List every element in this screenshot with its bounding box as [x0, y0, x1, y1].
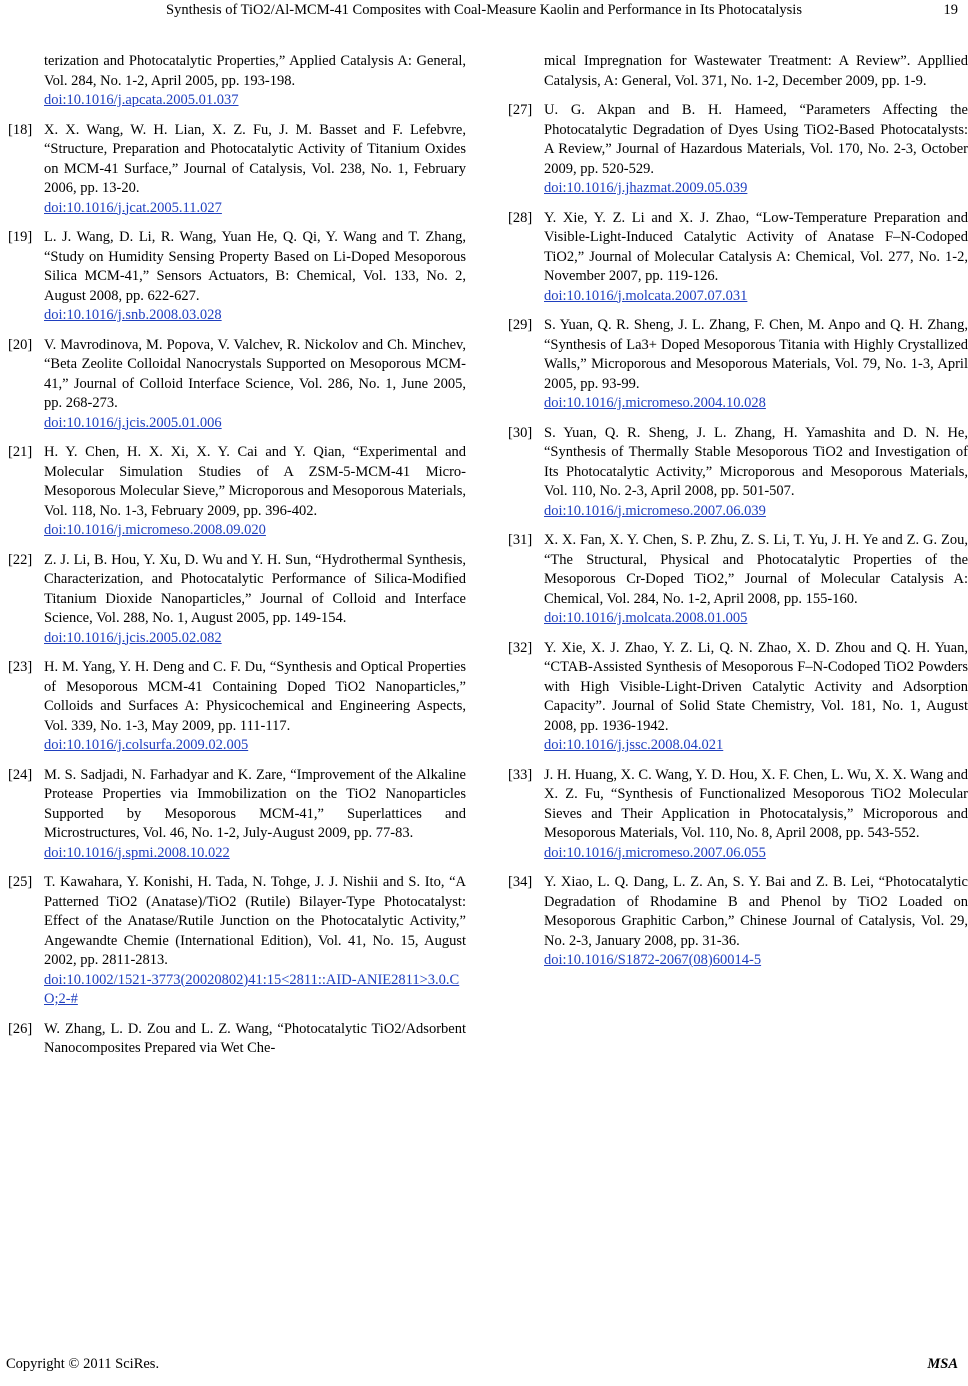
doi-link[interactable]: doi:10.1016/j.apcata.2005.01.037 — [44, 92, 239, 108]
reference-number: [21] — [8, 444, 33, 460]
reference-item — [8, 551, 466, 649]
ref-continuation — [546, 52, 968, 91]
doi-link[interactable]: doi:10.1016/j.jcat.2005.11.027 — [44, 199, 222, 216]
doi-link[interactable]: doi:10.1016/j.jcis.2005.01.006 — [44, 414, 222, 431]
ref-text: H. M. Yang, Y. H. Deng and C. F. Du, “Synthesis and Optical Properties of Mesoporous MCM-41 Containing Doped TiO2 Nanoparticles,” Colloids and Surfaces A: Physicochemical and Engineering Aspects, Vol. 339, No. 1-3, May 2009, pp. 111-117. — [44, 659, 466, 734]
ref-text: Z. J. Li, B. Hou, Y. Xu, D. Wu and Y. H. Sun, “Hydrothermal Synthesis, Characterization, and Photocatalytic Performance of Silica-Modified Titanium Dioxide Nanoparticles,” Journal of Colloid and Interface Science, Vol. 288, No. 1, August 2005, pp. 149-154. — [44, 551, 466, 626]
ref-text: Y. Xiao, L. Q. Dang, L. Z. An, S. Y. Bai and Z. B. Lei, “Photocatalytic Degradation of Rhodamine B and Phenol by TiO2 Loaded on Mesoporous Graphitic Carbon,” Chinese Journal of Catalysis, Vol. 29, No. 2-3, January 2008, pp. 31-36. — [544, 874, 968, 949]
reference-item — [8, 658, 466, 756]
reference-number: [20] — [8, 336, 33, 353]
doi-link[interactable]: doi:10.1002/1521-3773(20020802)41:15<2811::AID-ANIE2811>3.0.CO;2-# — [44, 971, 460, 1007]
ref-text: X. X. Fan, X. Y. Chen, S. P. Zhu, Z. S. Li, T. Yu, J. H. Ye and Z. G. Zou, “The Structural, Physical and Photocatalytic Properties of the Mesoporous Cr-Doped TiO2,” Journal of Molecular Catalysis A: Chemical, Vol. 284, No. 1-2, April 2008, pp. 155-160. — [544, 532, 968, 607]
doi-link[interactable]: doi:10.1016/j.colsurfa.2009.02.005 — [44, 737, 249, 753]
page-number: 19 — [943, 2, 958, 18]
reference-list-right — [508, 101, 968, 971]
ref-text: Y. Xie, X. J. Zhao, Y. Z. Li, Q. N. Zhao, X. D. Zhou and Q. H. Yuan, “CTAB-Assisted Synthesis of Mesoporous F–N-Codoped TiO2 Powders with High Visible-Light-Driven Catalytic Activity and Adsorption Capacity”. Journal of Solid State Chemistry, Vol. 181, No. 1, August 2008, pp. 1936-1942. — [544, 639, 968, 734]
reference-number: [27] — [508, 102, 533, 118]
ref-text: W. Zhang, L. D. Zou and L. Z. Wang, “Photocatalytic TiO2/Adsorbent Nanocomposites Prepared via Wet Che- — [44, 1020, 466, 1056]
ref-text: S. Yuan, Q. R. Sheng, J. L. Zhang, F. Chen, M. Anpo and Q. H. Zhang, “Synthesis of La3+ Doped Mesoporous Titania with Highly Crystallized Walls,” Microporous and Mesoporous Materials, Vol. 79, No. 1-3, April 2005, pp. 93-99. — [544, 317, 968, 392]
doi-link[interactable]: doi:10.1016/j.micromeso.2008.09.020 — [44, 522, 266, 538]
doi-link[interactable]: doi:10.1016/j.micromeso.2004.10.028 — [544, 395, 766, 411]
left-column — [8, 52, 466, 1069]
ref-text: L. J. Wang, D. Li, R. Wang, Yuan He, Q. Qi, Y. Wang and T. Zhang, “Study on Humidity Sensing Property Based on Li-Doped Mesoporous Silica MCM-41,” Sensors Actuators, B: Chemical, Vol. 133, No. 2, August 2008, pp. 622-627. — [44, 229, 466, 304]
reference-number: [22] — [8, 551, 33, 568]
reference-number: [24] — [8, 766, 33, 783]
reference-number: [32] — [508, 639, 533, 656]
reference-item — [8, 228, 466, 326]
right-column — [508, 52, 968, 981]
reference-item — [8, 766, 466, 864]
reference-item — [508, 209, 968, 307]
ref-text: J. H. Huang, X. C. Wang, Y. D. Hou, X. F. Chen, L. Wu, X. X. Wang and X. Z. Fu, “Synthesis of Functionalized Mesoporous TiO2 Molecular Sieves and Their Application in Photocatalysis,” Microporous and Mesoporous Materials, Vol. 110, No. 8, April 2008, pp. 543-552. — [544, 766, 968, 841]
ref-text: U. G. Akpan and B. H. Hameed, “Parameters Affecting the Photocatalytic Degradation of Dyes Using TiO2-Based Photocatalysts: A Review,” Journal of Hazardous Materials, Vol. 170, No. 2-3, October 2009, pp. 520-529. — [544, 102, 968, 177]
doi-link[interactable]: doi:10.1016/S1872-2067(08)60014-5 — [544, 952, 762, 968]
doi-link[interactable]: doi:10.1016/j.spmi.2008.10.022 — [44, 844, 230, 861]
reference-number: [25] — [8, 874, 33, 890]
reference-item — [8, 873, 466, 1010]
ref-text: X. X. Wang, W. H. Lian, X. Z. Fu, J. M. Basset and F. Lefebvre, “Structure, Preparation and Photocatalytic Activity of Titanium Oxides on MCM-41 Surface,” Journal of Catalysis, Vol. 238, No. 1, February 2006, pp. 13-20. — [44, 121, 466, 196]
reference-list-left — [8, 121, 466, 1059]
reference-number: [28] — [508, 209, 533, 226]
reference-item — [508, 101, 968, 199]
journal-abbreviation: MSA — [927, 1356, 958, 1372]
reference-item — [508, 873, 968, 971]
reference-number: [18] — [8, 121, 33, 138]
doi-link[interactable]: doi:10.1016/j.molcata.2007.07.031 — [544, 287, 748, 304]
doi-link[interactable]: doi:10.1016/j.jssc.2008.04.021 — [544, 737, 724, 753]
reference-item — [508, 639, 968, 756]
reference-item — [508, 316, 968, 414]
ref-text: S. Yuan, Q. R. Sheng, J. L. Zhang, H. Yamashita and D. N. He, “Synthesis of Thermally Stable Mesoporous TiO2 and Investigation of Its Photocatalytic Activity,” Microporous and Mesoporous Materials, Vol. 110, No. 2-3, April 2008, pp. 501-507. — [544, 424, 968, 499]
reference-number: [34] — [508, 874, 533, 890]
reference-item — [8, 1020, 466, 1059]
reference-item — [508, 531, 968, 629]
page-footer — [0, 1356, 968, 1376]
copyright-notice: Copyright © 2011 SciRes. — [6, 1356, 160, 1372]
running-header — [0, 2, 968, 22]
ref-continuation — [46, 52, 466, 111]
ref-text: T. Kawahara, Y. Konishi, H. Tada, N. Tohge, J. J. Nishii and S. Ito, “A Patterned TiO2 (Anatase)/TiO2 (Rutile) Bilayer-Type Photocatalyst: Effect of the Anatase/Rutile Junction on the Photocatalytic Activity,” Angewandte Chemie (International Edition), Vol. 41, No. 15, August 2002, pp. 2811-2813. — [44, 874, 466, 968]
reference-number: [26] — [8, 1020, 33, 1037]
ref-text: terization and Photocatalytic Properties,” Applied Catalysis A: General, Vol. 284, No. 1-2, April 2005, pp. 193-198. — [44, 53, 466, 89]
reference-number: [33] — [508, 766, 533, 783]
running-title: Synthesis of TiO2/Al-MCM-41 Composites with Coal-Measure Kaolin and Performance in Its Photocatalysis — [166, 2, 802, 18]
doi-link[interactable]: doi:10.1016/j.molcata.2008.01.005 — [544, 610, 748, 626]
reference-number: [19] — [8, 229, 33, 245]
ref-text: mical Impregnation for Wastewater Treatment: A Review”. Appllied Catalysis, A: General, Vol. 371, No. 1-2, December 2009, pp. 1-9. — [544, 53, 968, 89]
doi-link[interactable]: doi:10.1016/j.jcis.2005.02.082 — [44, 629, 222, 646]
reference-item — [508, 424, 968, 522]
reference-number: [23] — [8, 659, 33, 675]
reference-number: [31] — [508, 532, 533, 548]
reference-item — [8, 121, 466, 219]
doi-link[interactable]: doi:10.1016/j.jhazmat.2009.05.039 — [544, 180, 748, 196]
doi-link[interactable]: doi:10.1016/j.micromeso.2007.06.039 — [544, 502, 766, 519]
reference-item — [508, 766, 968, 864]
ref-text: H. Y. Chen, H. X. Xi, X. Y. Cai and Y. Qian, “Experimental and Molecular Simulation Studies of A ZSM-5-MCM-41 Micro-Mesoporous Molecular Sieve,” Microporous and Mesoporous Materials, Vol. 118, No. 1-3, February 2009, pp. 396-402. — [44, 444, 466, 519]
ref-text: M. S. Sadjadi, N. Farhadyar and K. Zare, “Improvement of the Alkaline Protease Properties via Immobilization on the TiO2 Nanoparticles Supported by Mesoporous MCM-41,” Superlattices and Microstructures, Vol. 46, No. 1-2, July-August 2009, pp. 77-83. — [44, 766, 466, 841]
ref-text: V. Mavrodinova, M. Popova, V. Valchev, R. Nickolov and Ch. Minchev, “Beta Zeolite Colloidal Nanocrystals Supported on Mesoporous MCM-41,” Journal of Colloid Interface Science, Vol. 286, No. 1, June 2005, pp. 268-273. — [44, 336, 466, 411]
reference-item — [8, 336, 466, 434]
reference-number: [29] — [508, 317, 533, 333]
doi-link[interactable]: doi:10.1016/j.snb.2008.03.028 — [44, 307, 222, 323]
doi-link[interactable]: doi:10.1016/j.micromeso.2007.06.055 — [544, 844, 766, 861]
reference-number: [30] — [508, 424, 533, 441]
ref-text: Y. Xie, Y. Z. Li and X. J. Zhao, “Low-Temperature Preparation and Visible-Light-Induced Catalytic Activity of Anatase F–N-Codoped TiO2,” Journal of Molecular Catalysis A: Chemical, Vol. 277, No. 1-2, November 2007, pp. 119-126. — [544, 209, 968, 284]
reference-item — [8, 443, 466, 541]
